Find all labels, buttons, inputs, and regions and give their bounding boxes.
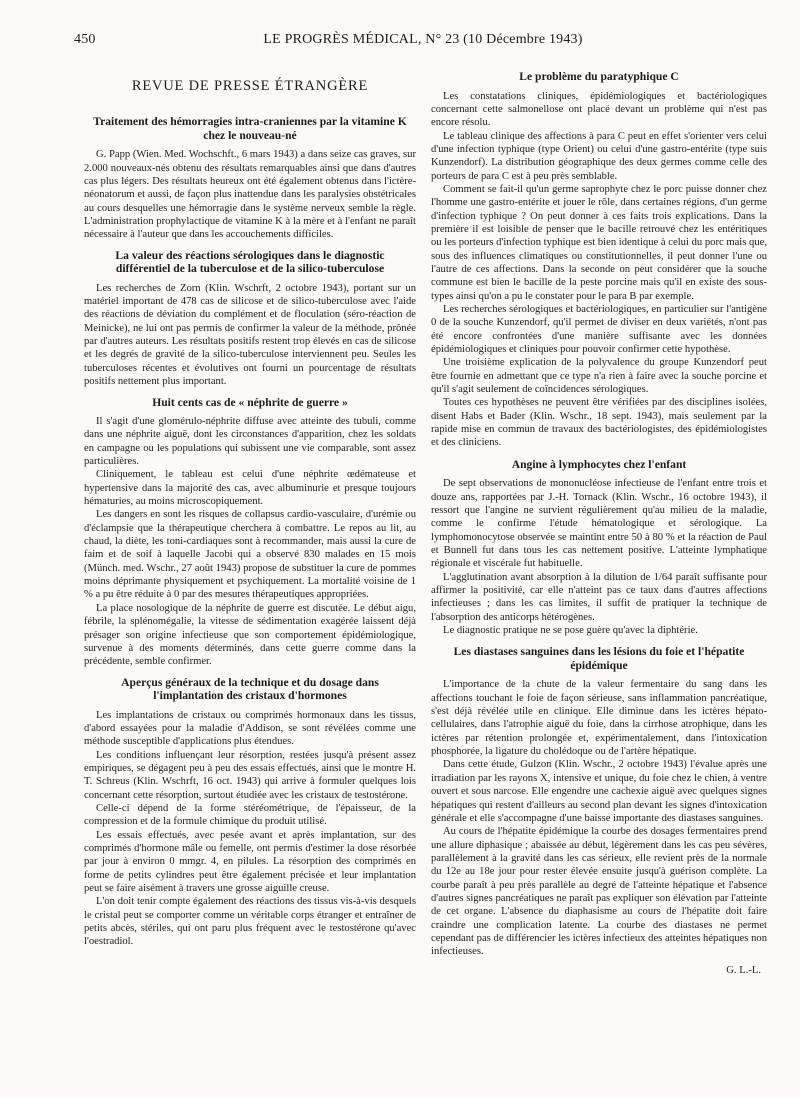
- article-paragraph: Au cours de l'hépatite épidémique la courbe des dosages fermentaires prend une allure diphasique ; abaissée au début, légèrement dans les cas peu sévères, parallèlement à la gravité dans les cas sérieux, elle revient près de la normale du 12e au 18e jour pour rester élevée ensuite jusqu'à guérison complète. La courbe paraît à peu près parallèle au degré de l'atteinte hépatique et l'absence d'autres signes pancréatiques ne paraît pas expliquer son élévation par l'atteinte de cet organe. L'absence du diaphasisme au cours de l'hépatite doit faire craindre une complication latente. La courbe des diastases ne permet cependant pas de différencier les ictères infectieux des atteintes hépatiques non infectieuses.: [431, 826, 767, 958]
- article-paragraph: L'importance de la chute de la valeur fermentaire du sang dans les affections touchant le foie de façon sérieuse, sans inflammation pancréatique, s'est déjà révélée utile en clinique. Elle diminue dans les ictères hépato-cellulaires, dans l'atrophie aiguë du foie, dans la cirrhose atrophique, dans les ictères par rétention prolongée et, expérimentalement, dans l'intoxication phosphorée, la ligature du cholédoque ou de l'artère hépatique.: [431, 679, 767, 758]
- article-reactions-serologiques: [84, 249, 416, 389]
- article-paragraph: Dans cette étude, Gulzon (Klin. Wschr., 2 octobre 1943) l'évalue après une irradiation par les rayons X, intensive et unique, du foie chez le chien, à ventre ouvert et sous narcose. Elle engendre une cachexie aiguë avec quelques signes hépatiques qui restent d'ailleurs au second plan devant les signes d'intoxication générale et elle s'accompagne d'une baisse importante des diastases sanguines.: [431, 759, 767, 824]
- article-paragraph: Les essais effectués, avec pesée avant et après implantation, sur des comprimés d'hormone mâle ou femelle, ont permis d'estimer la dose résorbée par jour à environ 0 mmgr. 4, en pilules. La résorption des comprimés en forme de petits cylindres peut être également précisée et leur implantation peut se faire aisément à travers une grosse aiguille creuse.: [84, 829, 416, 894]
- article-angine-lymphocytes: [431, 458, 767, 638]
- article-title: Les diastases sanguines dans les lésions du foie et l'hépatite épidémique: [453, 645, 745, 672]
- running-title: LE PROGRÈS MÉDICAL, N° 23 (10 Décembre 1943): [263, 32, 583, 47]
- article-vitamine-k: [84, 115, 416, 241]
- left-column: [84, 62, 416, 1040]
- article-title: Angine à lymphocytes chez l'enfant: [511, 457, 687, 471]
- article-paragraph: Les conditions influençant leur résorption, restées jusqu'à présent assez empiriques, se dégagent peu à peu des essais effectués, ainsi que le montre H. T. Schreus (Klin. Wschrft, 16 oct. 1943) qui arrive à formuler quelques lois concernant cette résorption, surtout étudiée avec les cristaux de testostérone.: [84, 749, 416, 801]
- article-diastases-sanguines: [431, 645, 767, 977]
- page-number: 450: [74, 32, 96, 47]
- article-paragraph: L'agglutination avant absorption à la dilution de 1/64 paraît suffisante pour affirmer la positivité, car elle n'atteint pas ce taux dans d'autres affections infectieuses ; dans les cas limites, il suffit de pratiquer la technique de l'absorption des anticorps hétérogènes.: [431, 571, 767, 623]
- article-paragraph: Le diagnostic pratique ne se pose guère qu'avec la diphtérie.: [443, 625, 698, 637]
- article-paragraph: Toutes ces hypothèses ne peuvent être vérifiées par des disciplines isolées, disent Habs et Bader (Klin. Wschr., 18 sept. 1943), mais seulement par la rapide mise en commun de travaux des bactériologistes, des épidémiologistes et des cliniciens.: [431, 397, 767, 449]
- article-paragraph: Les recherches de Zorn (Klin. Wschrft, 2 octobre 1943), portant sur un matériel important de 478 cas de silicose et de silico-tuberculose avec l'aide des réactions de déviation du complément et de floculation (séro-réaction de Meinicke), ne lui ont pas permis de confirmer la valeur de la méthode, prônée par d'autres auteurs. Les résultats positifs restent trop élevés en cas de silicose et les degrés de gravité de la silico-tuberculose interviennent peu. Seules les tuberculoses récentes et évolutives ont fourni un pourcentage de résultats positifs nettement plus important.: [84, 282, 416, 388]
- article-paragraph: Le tableau clinique des affections à para C peut en effet s'orienter vers celui d'une infection typhique (type Orient) ou celui d'une gastro-entérite (type suis Kunzendorf). La distribution géographique des deux germes comme celle des porteurs de para C est à peu près semblable.: [431, 130, 767, 182]
- article-paragraph: Il s'agit d'une glomérulo-néphrite diffuse avec atteinte des tubuli, comme dans une néphrite aiguë, dont les circonstances d'apparition, chez les soldats en campagne ou les populations qui subissent une vie comparable, sont assez particulières.: [84, 416, 416, 468]
- article-paragraph: De sept observations de mononucléose infectieuse de l'enfant entre trois et douze ans, rapportées par J.-H. Tornack (Klin. Wschr., 16 octobre 1943), il ressort que l'angine ne survient régulièrement qu'au milieu de la maladie, comme le confirme l'étude hématologique et sérologique. La lymphomonocytose observée se maintint entre 50 à 80 % et la réaction de Paul et Bunnell fut dans tous les cas nettement positive. L'atteinte lymphatique régionale et viscérale fut habituelle.: [431, 478, 767, 570]
- running-header: [74, 32, 772, 50]
- article-paragraph: La place nosologique de la néphrite de guerre est discutée. Le début aigu, fébrile, la splénomégalie, la vitesse de sédimentation exagérée laissent déjà présager son origine infectieuse que son comportement épidémiologique, survenue à des moments déterminés, dans cette guerre comme dans la précédente, semble confirmer.: [84, 602, 416, 668]
- article-title: Huit cents cas de « néphrite de guerre »: [152, 395, 348, 409]
- article-paragraph: Les constatations cliniques, épidémiologiques et bactériologiques concernant cette salmonellose ont placé devant un problème qui n'est pas encore résolu.: [431, 90, 767, 129]
- article-title: La valeur des réactions sérologiques dans le diagnostic différentiel de la tuberculose et de la silico-tuberculose: [115, 248, 385, 276]
- article-paragraph: Les implantations de cristaux ou comprimés hormonaux dans les tissus, d'abord essayées pour la maladie d'Addison, se sont révélées comme une méthode susceptible d'applications plus étendues.: [84, 709, 416, 748]
- article-title: Aperçus généraux de la technique et du dosage dans l'implantation des cristaux d'hormones: [121, 675, 379, 703]
- article-paragraph: Comment se fait-il qu'un germe saprophyte chez le porc puisse donner chez l'homme une gastro-entérite et jouer le rôle, dans certaines régions, d'un germe d'infection typhique ? On peut donner à ces faits trois explications. Dans la première il est loisible de penser que le bacille retrouvé chez les entéritiques ou les porteurs d'infection typhique est bien identique à celui du porc mais que, sous des influences climatiques ou constitutionnelles, il peut donner l'une ou l'autre de ces affections. Dans la seconde on peut considérer que la souche commune est bien le bacille de la peste porcine mais qu'il en existe des sous-types ainsi qu'on a pu le constater pour le para B par exemple.: [431, 183, 767, 302]
- author-signature: G. L.-L.: [726, 964, 761, 976]
- right-column: [431, 62, 767, 1040]
- section-title: REVUE DE PRESSE ÉTRANGÈRE: [131, 78, 369, 94]
- article-paragraph: L'on doit tenir compte également des réactions des tissus vis-à-vis desquels le cristal peut se comporter comme un véritable corps étranger et entraîner de petits abcès, stériles, qui ont paru plus fréquent avec le testostérone qu'avec l'oestradiol.: [84, 896, 416, 948]
- article-title: Traitement des hémorragies intra-craniennes par la vitamine K chez le nouveau-né: [93, 115, 407, 142]
- article-paratyphique-c: [431, 70, 767, 450]
- article-paragraph: Les recherches sérologiques et bactériologiques, en particulier sur l'antigène 0 de la souche Kunzendorf, qu'il permet de diviser en deux variétés, n'ont pas été encore confrontées d'une manière suffisante avec les données épidémiologiques et cliniques pour pouvoir confirmer cette hypothèse.: [431, 304, 767, 356]
- article-nephrite-de-guerre: [84, 396, 416, 669]
- article-cristaux-hormones: [84, 676, 416, 949]
- article-title: Le problème du paratyphique C: [519, 70, 679, 83]
- article-paragraph: Cliniquement, le tableau est celui d'une néphrite œdémateuse et hypertensive dans la majorité des cas, avec albuminurie et presque toujours hématuries, au moins microscopiquement.: [84, 469, 416, 508]
- article-paragraph: Celle-ci dépend de la forme stéréométrique, de l'épaisseur, de la compression et de la formule chimique du produit utilisé.: [84, 802, 416, 828]
- article-paragraph: Une troisième explication de la polyvalence du groupe Kunzendorf peut être fournie en admettant que ce type n'a rien à faire avec la souche porcine et qu'il s'agit seulement de coïncidences sérologiques.: [431, 357, 767, 396]
- article-paragraph: G. Papp (Wien. Med. Wochschft., 6 mars 1943) a dans seize cas graves, sur 2.000 nouveaux-nés obtenu des résultats remarquables ainsi que dans d'autres cas plus légers. Des résultats heureux ont été également obtenus dans l'ictère-néonatorum et aussi, de façon plus inattendue dans les paralysies obstétricales au cours desquelles une hémorragie dans le système nerveux semble la règle. L'administration prophylactique de vitamine K à la mère et à l'enfant ne paraît nécessaire à l'auteur que dans les accouchements difficiles.: [84, 149, 416, 241]
- article-paragraph: Les dangers en sont les risques de collapsus cardio-vasculaire, d'urémie ou d'éclampsie que la thérapeutique cherchera à combattre. Le repos au lit, au chaud, la diète, les toni-cardiaques sont à recommander, mais aussi la cure de faim et de soif à laquelle Jacobi qui a observé 830 malades en 15 mois (Münch. med. Wschr., 27 août 1943) propose de substituer la cure de pommes moins déprimante physiquement et psychiquement. La mortalité voisine de 1 % a pu être réduite à 0 par des mesures thérapeutiques appropriées.: [84, 509, 416, 601]
